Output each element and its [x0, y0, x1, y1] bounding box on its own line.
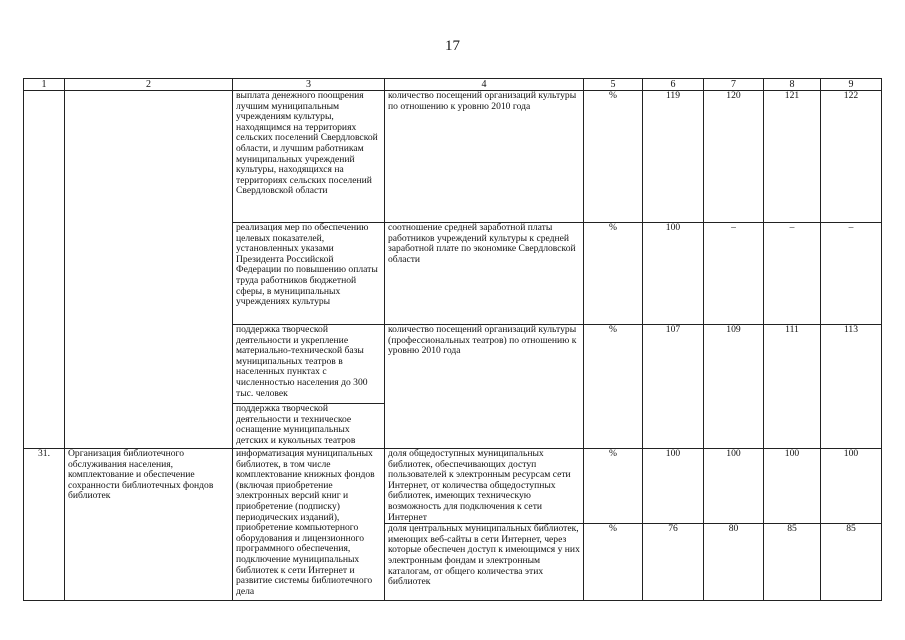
value-col-9: 122 [821, 91, 882, 223]
table-row [24, 449, 882, 524]
value-col-7: 120 [704, 91, 764, 223]
value-col-8: – [764, 223, 821, 325]
row-number-cell: 31. [24, 449, 65, 601]
indicator-cell: доля центральных муниципальных библиотек, имеющих веб-сайты в сети Интернет, через которые обеспечен доступ к имеющимся у них электронным фондам и электронным каталогам, от общего количества этих библиотек [385, 524, 584, 601]
value-col-7: 80 [704, 524, 764, 601]
header-col-6: 6 [643, 79, 704, 91]
value-col-8: 121 [764, 91, 821, 223]
value-col-6: 100 [643, 223, 704, 325]
unit-cell: % [584, 524, 643, 601]
value-col-8: 100 [764, 449, 821, 524]
value-col-8: 85 [764, 524, 821, 601]
program-table [23, 78, 882, 601]
header-col-1: 1 [24, 79, 65, 91]
unit-cell: % [584, 325, 643, 449]
indicator-cell: доля общедоступных муниципальных библиотек, обеспечивающих доступ пользователей к электронным ресурсам сети Интернет, от количества общедоступных библиотек, имеющих техническую возможность для подключения к сети Интернет [385, 449, 584, 524]
header-col-8: 8 [764, 79, 821, 91]
unit-cell: % [584, 223, 643, 325]
value-col-9: – [821, 223, 882, 325]
header-col-5: 5 [584, 79, 643, 91]
event-cell: поддержка творческой деятельности и техническое оснащение муниципальных детских и кукольных театров [233, 404, 385, 449]
header-col-7: 7 [704, 79, 764, 91]
event-cell: информатизация муниципальных библиотек, в том числе комплектование книжных фондов (включая приобретение электронных версий книг и приобретение (подписку) периодических изданий), приобретение компьютерного оборудования и лицензионного программного обеспечения, подключение муниципальных библиотек к сети Интернет и развитие системы библиотечного дела [233, 449, 385, 601]
indicator-cell: количество посещений организаций культуры (профессиональных театров) по отношению к уровню 2010 года [385, 325, 584, 449]
task-name-cell: Организация библиотечного обслуживания населения, комплектование и обеспечение сохранности библиотечных фондов библиотек [65, 449, 233, 601]
value-col-6: 119 [643, 91, 704, 223]
event-cell: поддержка творческой деятельности и укрепление материально-технической базы муниципальных театров в населенных пунктах с численностью населения до 300 тыс. человек [233, 325, 385, 404]
header-col-3: 3 [233, 79, 385, 91]
value-col-7: – [704, 223, 764, 325]
value-col-7: 109 [704, 325, 764, 449]
unit-cell: % [584, 449, 643, 524]
value-col-7: 100 [704, 449, 764, 524]
value-col-6: 100 [643, 449, 704, 524]
value-col-9: 113 [821, 325, 882, 449]
page-number: 17 [445, 38, 460, 54]
row-number-cell [24, 91, 65, 449]
unit-cell: % [584, 91, 643, 223]
indicator-cell: количество посещений организаций культуры по отношению к уровню 2010 года [385, 91, 584, 223]
header-row [24, 79, 882, 91]
value-col-9: 100 [821, 449, 882, 524]
header-col-2: 2 [65, 79, 233, 91]
event-cell: выплата денежного поощрения лучшим муниципальным учреждениям культуры, находящимся на территориях сельских поселений Свердловской области, и лучшим работникам муниципальных учреждений культуры, находящихся на территориях сельских поселений Свердловской области [233, 91, 385, 223]
table-row [24, 91, 882, 223]
header-col-4: 4 [385, 79, 584, 91]
value-col-6: 76 [643, 524, 704, 601]
value-col-9: 85 [821, 524, 882, 601]
event-cell: реализация мер по обеспечению целевых показателей, установленных указами Президента Российской Федерации по повышению оплаты труда работников бюджетной сферы, в муниципальных учреждениях культуры [233, 223, 385, 325]
task-name-cell [65, 91, 233, 449]
indicator-cell: соотношение средней заработной платы работников учреждений культуры к средней заработной плате по экономике Свердловской области [385, 223, 584, 325]
value-col-6: 107 [643, 325, 704, 449]
value-col-8: 111 [764, 325, 821, 449]
header-col-9: 9 [821, 79, 882, 91]
